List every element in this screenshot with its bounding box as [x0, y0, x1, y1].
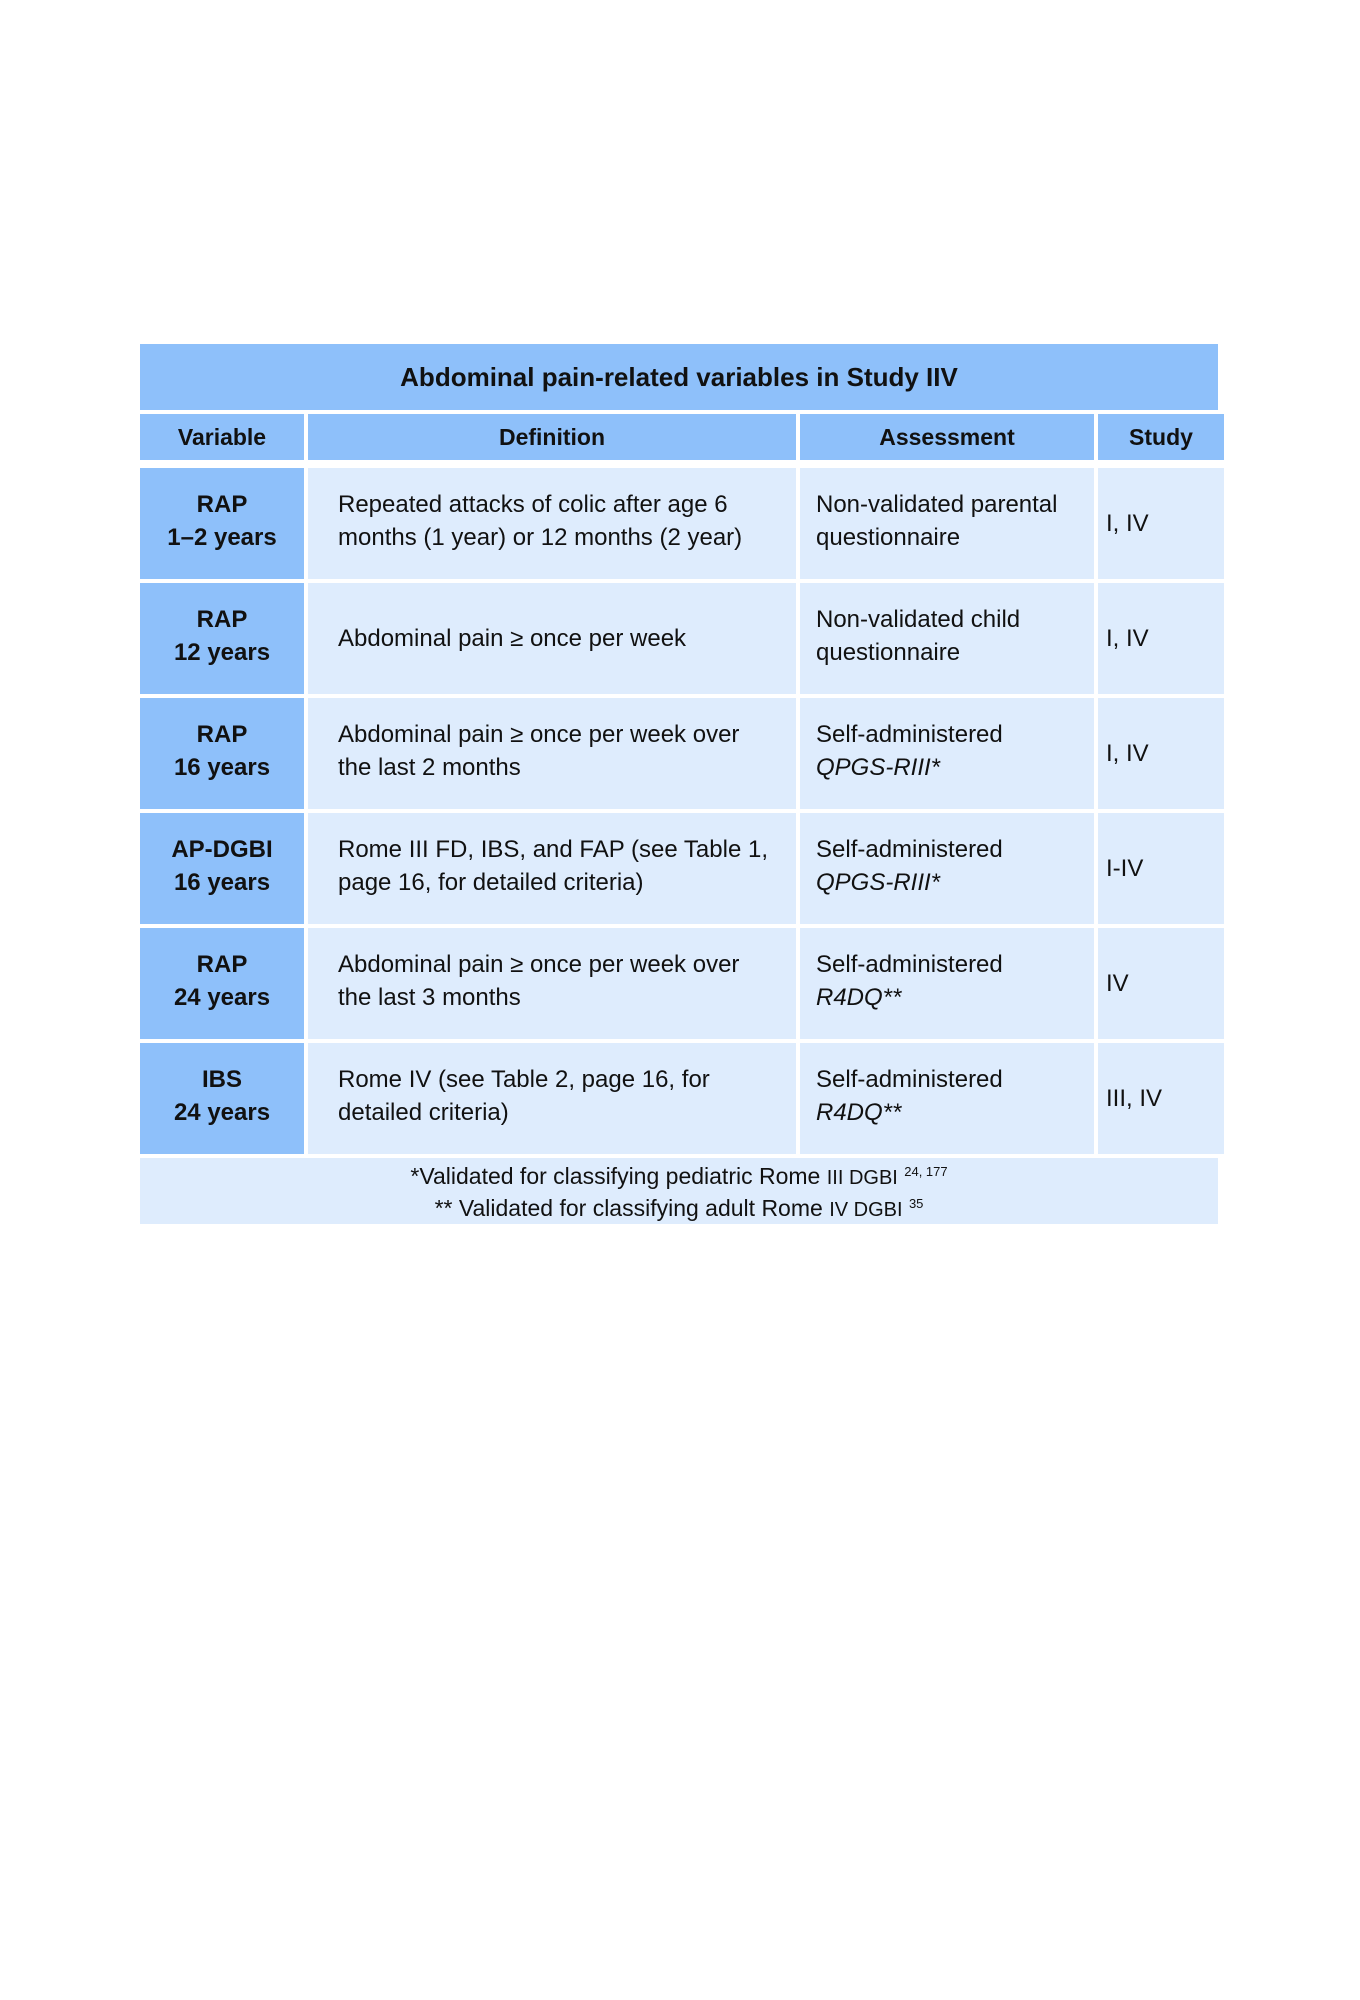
row1-variable-age: 1–2 years	[167, 524, 277, 551]
table-grid	[140, 414, 1218, 1154]
footnote-2-citation: 35	[908, 1196, 924, 1211]
row4-assessment-text: Self-administered	[816, 836, 1003, 863]
row1-definition: Repeated attacks of colic after age 6 months (1 year) or 12 months (2 year)	[308, 468, 796, 579]
row5-variable-age: 24 years	[173, 984, 271, 1011]
row1-variable	[140, 468, 304, 579]
footnote-2-small: IV DGBI	[829, 1199, 903, 1221]
row5-assessment-instrument: R4DQ**	[816, 984, 902, 1011]
footnote-2	[435, 1191, 924, 1223]
row2-definition: Abdominal pain ≥ once per week	[308, 583, 796, 694]
footnote-1-citation: 24, 177	[904, 1164, 948, 1179]
row6-variable-name: IBS	[201, 1066, 242, 1093]
row5-study: IV	[1098, 928, 1224, 1039]
row1-assessment-text: Non-validated parental questionnaire	[816, 491, 1058, 551]
row5-variable-name: RAP	[196, 951, 248, 978]
row6-variable-age: 24 years	[173, 1099, 271, 1126]
row6-assessment	[800, 1043, 1094, 1154]
row2-study: I, IV	[1098, 583, 1224, 694]
footnote-1-small: III DGBI	[826, 1167, 898, 1189]
row6-study: III, IV	[1098, 1043, 1224, 1154]
row4-definition: Rome III FD, IBS, and FAP (see Table 1, page 16, for detailed criteria)	[308, 813, 796, 924]
row1-variable-name: RAP	[196, 491, 248, 518]
row5-assessment	[800, 928, 1094, 1039]
row1-assessment	[800, 468, 1094, 579]
row4-study: I-IV	[1098, 813, 1224, 924]
variables-table	[140, 344, 1218, 1224]
row2-variable	[140, 583, 304, 694]
footnote-1-text: *Validated for classifying pediatric Rome	[410, 1163, 827, 1189]
row3-variable-name: RAP	[196, 721, 248, 748]
row3-definition: Abdominal pain ≥ once per week over the last 2 months	[308, 698, 796, 809]
header-assessment: Assessment	[800, 414, 1094, 460]
row4-variable-name: AP-DGBI	[171, 836, 273, 863]
row3-assessment-instrument: QPGS-RIII*	[816, 754, 941, 781]
row6-variable	[140, 1043, 304, 1154]
row6-definition: Rome IV (see Table 2, page 16, for detailed criteria)	[308, 1043, 796, 1154]
row2-variable-name: RAP	[196, 606, 248, 633]
row4-assessment	[800, 813, 1094, 924]
footnote-2-text: ** Validated for classifying adult Rome	[434, 1195, 830, 1221]
row2-variable-age: 12 years	[173, 639, 271, 666]
row3-study: I, IV	[1098, 698, 1224, 809]
row6-assessment-instrument: R4DQ**	[816, 1099, 902, 1126]
row4-assessment-instrument: QPGS-RIII*	[816, 869, 941, 896]
footnote-1	[410, 1159, 947, 1191]
table-title: Abdominal pain-related variables in Study IIV	[140, 344, 1218, 414]
row2-assessment-text: Non-validated child questionnaire	[816, 606, 1021, 666]
row5-definition: Abdominal pain ≥ once per week over the last 3 months	[308, 928, 796, 1039]
header-variable: Variable	[140, 414, 304, 460]
row5-variable	[140, 928, 304, 1039]
row6-assessment-text: Self-administered	[816, 1066, 1003, 1093]
table-footnotes	[140, 1158, 1218, 1224]
row3-variable	[140, 698, 304, 809]
row5-assessment-text: Self-administered	[816, 951, 1003, 978]
header-definition: Definition	[308, 414, 796, 460]
row3-variable-age: 16 years	[173, 754, 271, 781]
row2-assessment	[800, 583, 1094, 694]
row1-study: I, IV	[1098, 468, 1224, 579]
row3-assessment-text: Self-administered	[816, 721, 1003, 748]
row4-variable	[140, 813, 304, 924]
row3-assessment	[800, 698, 1094, 809]
header-study: Study	[1098, 414, 1224, 460]
row4-variable-age: 16 years	[173, 869, 271, 896]
